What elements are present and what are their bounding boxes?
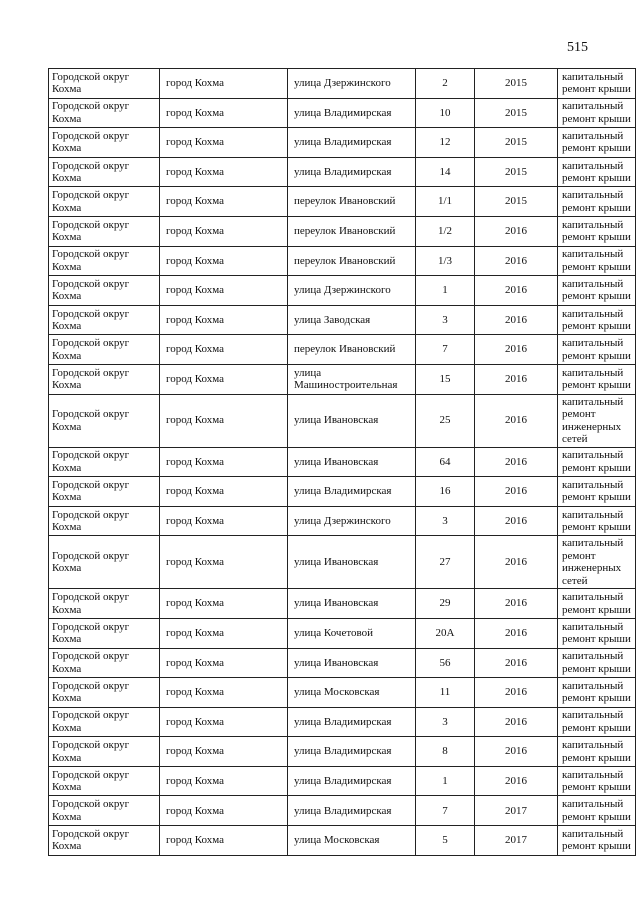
district-cell: Городской округ Кохма [49,506,160,536]
city-cell: город Кохма [160,447,288,477]
city-cell: город Кохма [160,157,288,187]
work-type-cell: капитальный ремонт крыши [558,246,636,276]
district-cell: Городской округ Кохма [49,187,160,217]
year-cell: 2017 [475,826,558,856]
year-cell: 2016 [475,246,558,276]
city-cell: город Кохма [160,707,288,737]
city-cell: город Кохма [160,246,288,276]
street-cell: улица Дзержинского [288,69,416,99]
work-type-cell: капитальный ремонт крыши [558,98,636,128]
table-row [49,216,636,246]
district-cell: Городской округ Кохма [49,536,160,589]
street-cell: улица Дзержинского [288,506,416,536]
house-number-cell: 3 [416,506,475,536]
year-cell: 2015 [475,187,558,217]
year-cell: 2017 [475,796,558,826]
street-cell: улица Московская [288,826,416,856]
city-cell: город Кохма [160,618,288,648]
table-row [49,506,636,536]
street-cell: улица Владимирская [288,796,416,826]
table-row [49,364,636,394]
street-cell: улица Ивановская [288,447,416,477]
house-number-cell: 15 [416,364,475,394]
work-type-cell: капитальный ремонт крыши [558,447,636,477]
year-cell: 2016 [475,618,558,648]
house-number-cell: 1 [416,276,475,306]
city-cell: город Кохма [160,766,288,796]
district-cell: Городской округ Кохма [49,707,160,737]
city-cell: город Кохма [160,648,288,678]
table-row [49,305,636,335]
district-cell: Городской округ Кохма [49,69,160,99]
street-cell: улица Владимирская [288,766,416,796]
street-cell: улица Владимирская [288,98,416,128]
city-cell: город Кохма [160,678,288,708]
year-cell: 2016 [475,707,558,737]
district-cell: Городской округ Кохма [49,766,160,796]
house-number-cell: 12 [416,128,475,158]
year-cell: 2016 [475,394,558,447]
repair-schedule-table [48,68,636,856]
house-number-cell: 7 [416,796,475,826]
table-row [49,536,636,589]
house-number-cell: 2 [416,69,475,99]
street-cell: улица Владимирская [288,707,416,737]
street-cell: улица Ивановская [288,648,416,678]
street-cell: улица Машиностроительная [288,364,416,394]
work-type-cell: капитальный ремонт крыши [558,707,636,737]
house-number-cell: 8 [416,737,475,767]
table-row [49,394,636,447]
district-cell: Городской округ Кохма [49,246,160,276]
street-cell: улица Владимирская [288,477,416,507]
work-type-cell: капитальный ремонт крыши [558,796,636,826]
city-cell: город Кохма [160,394,288,447]
street-cell: переулок Ивановский [288,246,416,276]
district-cell: Городской округ Кохма [49,648,160,678]
house-number-cell: 29 [416,589,475,619]
city-cell: город Кохма [160,589,288,619]
house-number-cell: 20А [416,618,475,648]
city-cell: город Кохма [160,305,288,335]
district-cell: Городской округ Кохма [49,98,160,128]
work-type-cell: капитальный ремонт крыши [558,157,636,187]
district-cell: Городской округ Кохма [49,364,160,394]
house-number-cell: 27 [416,536,475,589]
house-number-cell: 16 [416,477,475,507]
work-type-cell: капитальный ремонт крыши [558,589,636,619]
year-cell: 2016 [475,305,558,335]
house-number-cell: 3 [416,305,475,335]
table-row [49,157,636,187]
year-cell: 2016 [475,447,558,477]
table-row [49,246,636,276]
district-cell: Городской округ Кохма [49,276,160,306]
district-cell: Городской округ Кохма [49,216,160,246]
work-type-cell: капитальный ремонт крыши [558,128,636,158]
district-cell: Городской округ Кохма [49,128,160,158]
year-cell: 2016 [475,276,558,306]
district-cell: Городской округ Кохма [49,796,160,826]
house-number-cell: 5 [416,826,475,856]
city-cell: город Кохма [160,69,288,99]
year-cell: 2016 [475,678,558,708]
work-type-cell: капитальный ремонт крыши [558,648,636,678]
district-cell: Городской округ Кохма [49,618,160,648]
district-cell: Городской округ Кохма [49,447,160,477]
year-cell: 2016 [475,506,558,536]
district-cell: Городской округ Кохма [49,157,160,187]
city-cell: город Кохма [160,128,288,158]
street-cell: улица Дзержинского [288,276,416,306]
street-cell: улица Ивановская [288,394,416,447]
house-number-cell: 1/2 [416,216,475,246]
year-cell: 2015 [475,69,558,99]
district-cell: Городской округ Кохма [49,394,160,447]
table-body [49,69,636,856]
work-type-cell: капитальный ремонт крыши [558,618,636,648]
district-cell: Городской округ Кохма [49,826,160,856]
table-row [49,707,636,737]
street-cell: переулок Ивановский [288,335,416,365]
work-type-cell: капитальный ремонт крыши [558,364,636,394]
street-cell: улица Ивановская [288,536,416,589]
street-cell: улица Заводская [288,305,416,335]
work-type-cell: капитальный ремонт крыши [558,276,636,306]
table-row [49,796,636,826]
house-number-cell: 25 [416,394,475,447]
district-cell: Городской округ Кохма [49,737,160,767]
house-number-cell: 1 [416,766,475,796]
year-cell: 2016 [475,335,558,365]
year-cell: 2016 [475,648,558,678]
street-cell: улица Кочетовой [288,618,416,648]
work-type-cell: капитальный ремонт крыши [558,187,636,217]
street-cell: переулок Ивановский [288,216,416,246]
city-cell: город Кохма [160,335,288,365]
city-cell: город Кохма [160,364,288,394]
work-type-cell: капитальный ремонт крыши [558,737,636,767]
table-row [49,276,636,306]
year-cell: 2016 [475,589,558,619]
district-cell: Городской округ Кохма [49,305,160,335]
work-type-cell: капитальный ремонт крыши [558,766,636,796]
work-type-cell: капитальный ремонт инженерных сетей [558,536,636,589]
city-cell: город Кохма [160,477,288,507]
district-cell: Городской округ Кохма [49,335,160,365]
house-number-cell: 1/3 [416,246,475,276]
table-row [49,128,636,158]
work-type-cell: капитальный ремонт крыши [558,506,636,536]
table-row [49,477,636,507]
year-cell: 2015 [475,157,558,187]
street-cell: улица Владимирская [288,128,416,158]
year-cell: 2015 [475,98,558,128]
house-number-cell: 10 [416,98,475,128]
street-cell: улица Владимирская [288,157,416,187]
city-cell: город Кохма [160,796,288,826]
street-cell: улица Московская [288,678,416,708]
house-number-cell: 7 [416,335,475,365]
district-cell: Городской округ Кохма [49,678,160,708]
year-cell: 2016 [475,536,558,589]
table-row [49,618,636,648]
house-number-cell: 64 [416,447,475,477]
house-number-cell: 14 [416,157,475,187]
city-cell: город Кохма [160,276,288,306]
house-number-cell: 3 [416,707,475,737]
work-type-cell: капитальный ремонт крыши [558,477,636,507]
house-number-cell: 1/1 [416,187,475,217]
table-row [49,447,636,477]
table-row [49,826,636,856]
city-cell: город Кохма [160,737,288,767]
year-cell: 2015 [475,128,558,158]
table-row [49,335,636,365]
table-row [49,589,636,619]
work-type-cell: капитальный ремонт крыши [558,678,636,708]
table-row [49,69,636,99]
table-row [49,766,636,796]
street-cell: переулок Ивановский [288,187,416,217]
city-cell: город Кохма [160,506,288,536]
street-cell: улица Ивановская [288,589,416,619]
page-number: 515 [567,40,588,55]
work-type-cell: капитальный ремонт крыши [558,826,636,856]
table-row [49,737,636,767]
house-number-cell: 11 [416,678,475,708]
work-type-cell: капитальный ремонт инженерных сетей [558,394,636,447]
city-cell: город Кохма [160,216,288,246]
table-row [49,648,636,678]
year-cell: 2016 [475,477,558,507]
table-row [49,678,636,708]
city-cell: город Кохма [160,98,288,128]
work-type-cell: капитальный ремонт крыши [558,216,636,246]
year-cell: 2016 [475,766,558,796]
house-number-cell: 56 [416,648,475,678]
city-cell: город Кохма [160,536,288,589]
city-cell: город Кохма [160,826,288,856]
work-type-cell: капитальный ремонт крыши [558,335,636,365]
table-row [49,187,636,217]
district-cell: Городской округ Кохма [49,589,160,619]
work-type-cell: капитальный ремонт крыши [558,305,636,335]
city-cell: город Кохма [160,187,288,217]
table-row [49,98,636,128]
year-cell: 2016 [475,364,558,394]
work-type-cell: капитальный ремонт крыши [558,69,636,99]
district-cell: Городской округ Кохма [49,477,160,507]
year-cell: 2016 [475,216,558,246]
street-cell: улица Владимирская [288,737,416,767]
year-cell: 2016 [475,737,558,767]
